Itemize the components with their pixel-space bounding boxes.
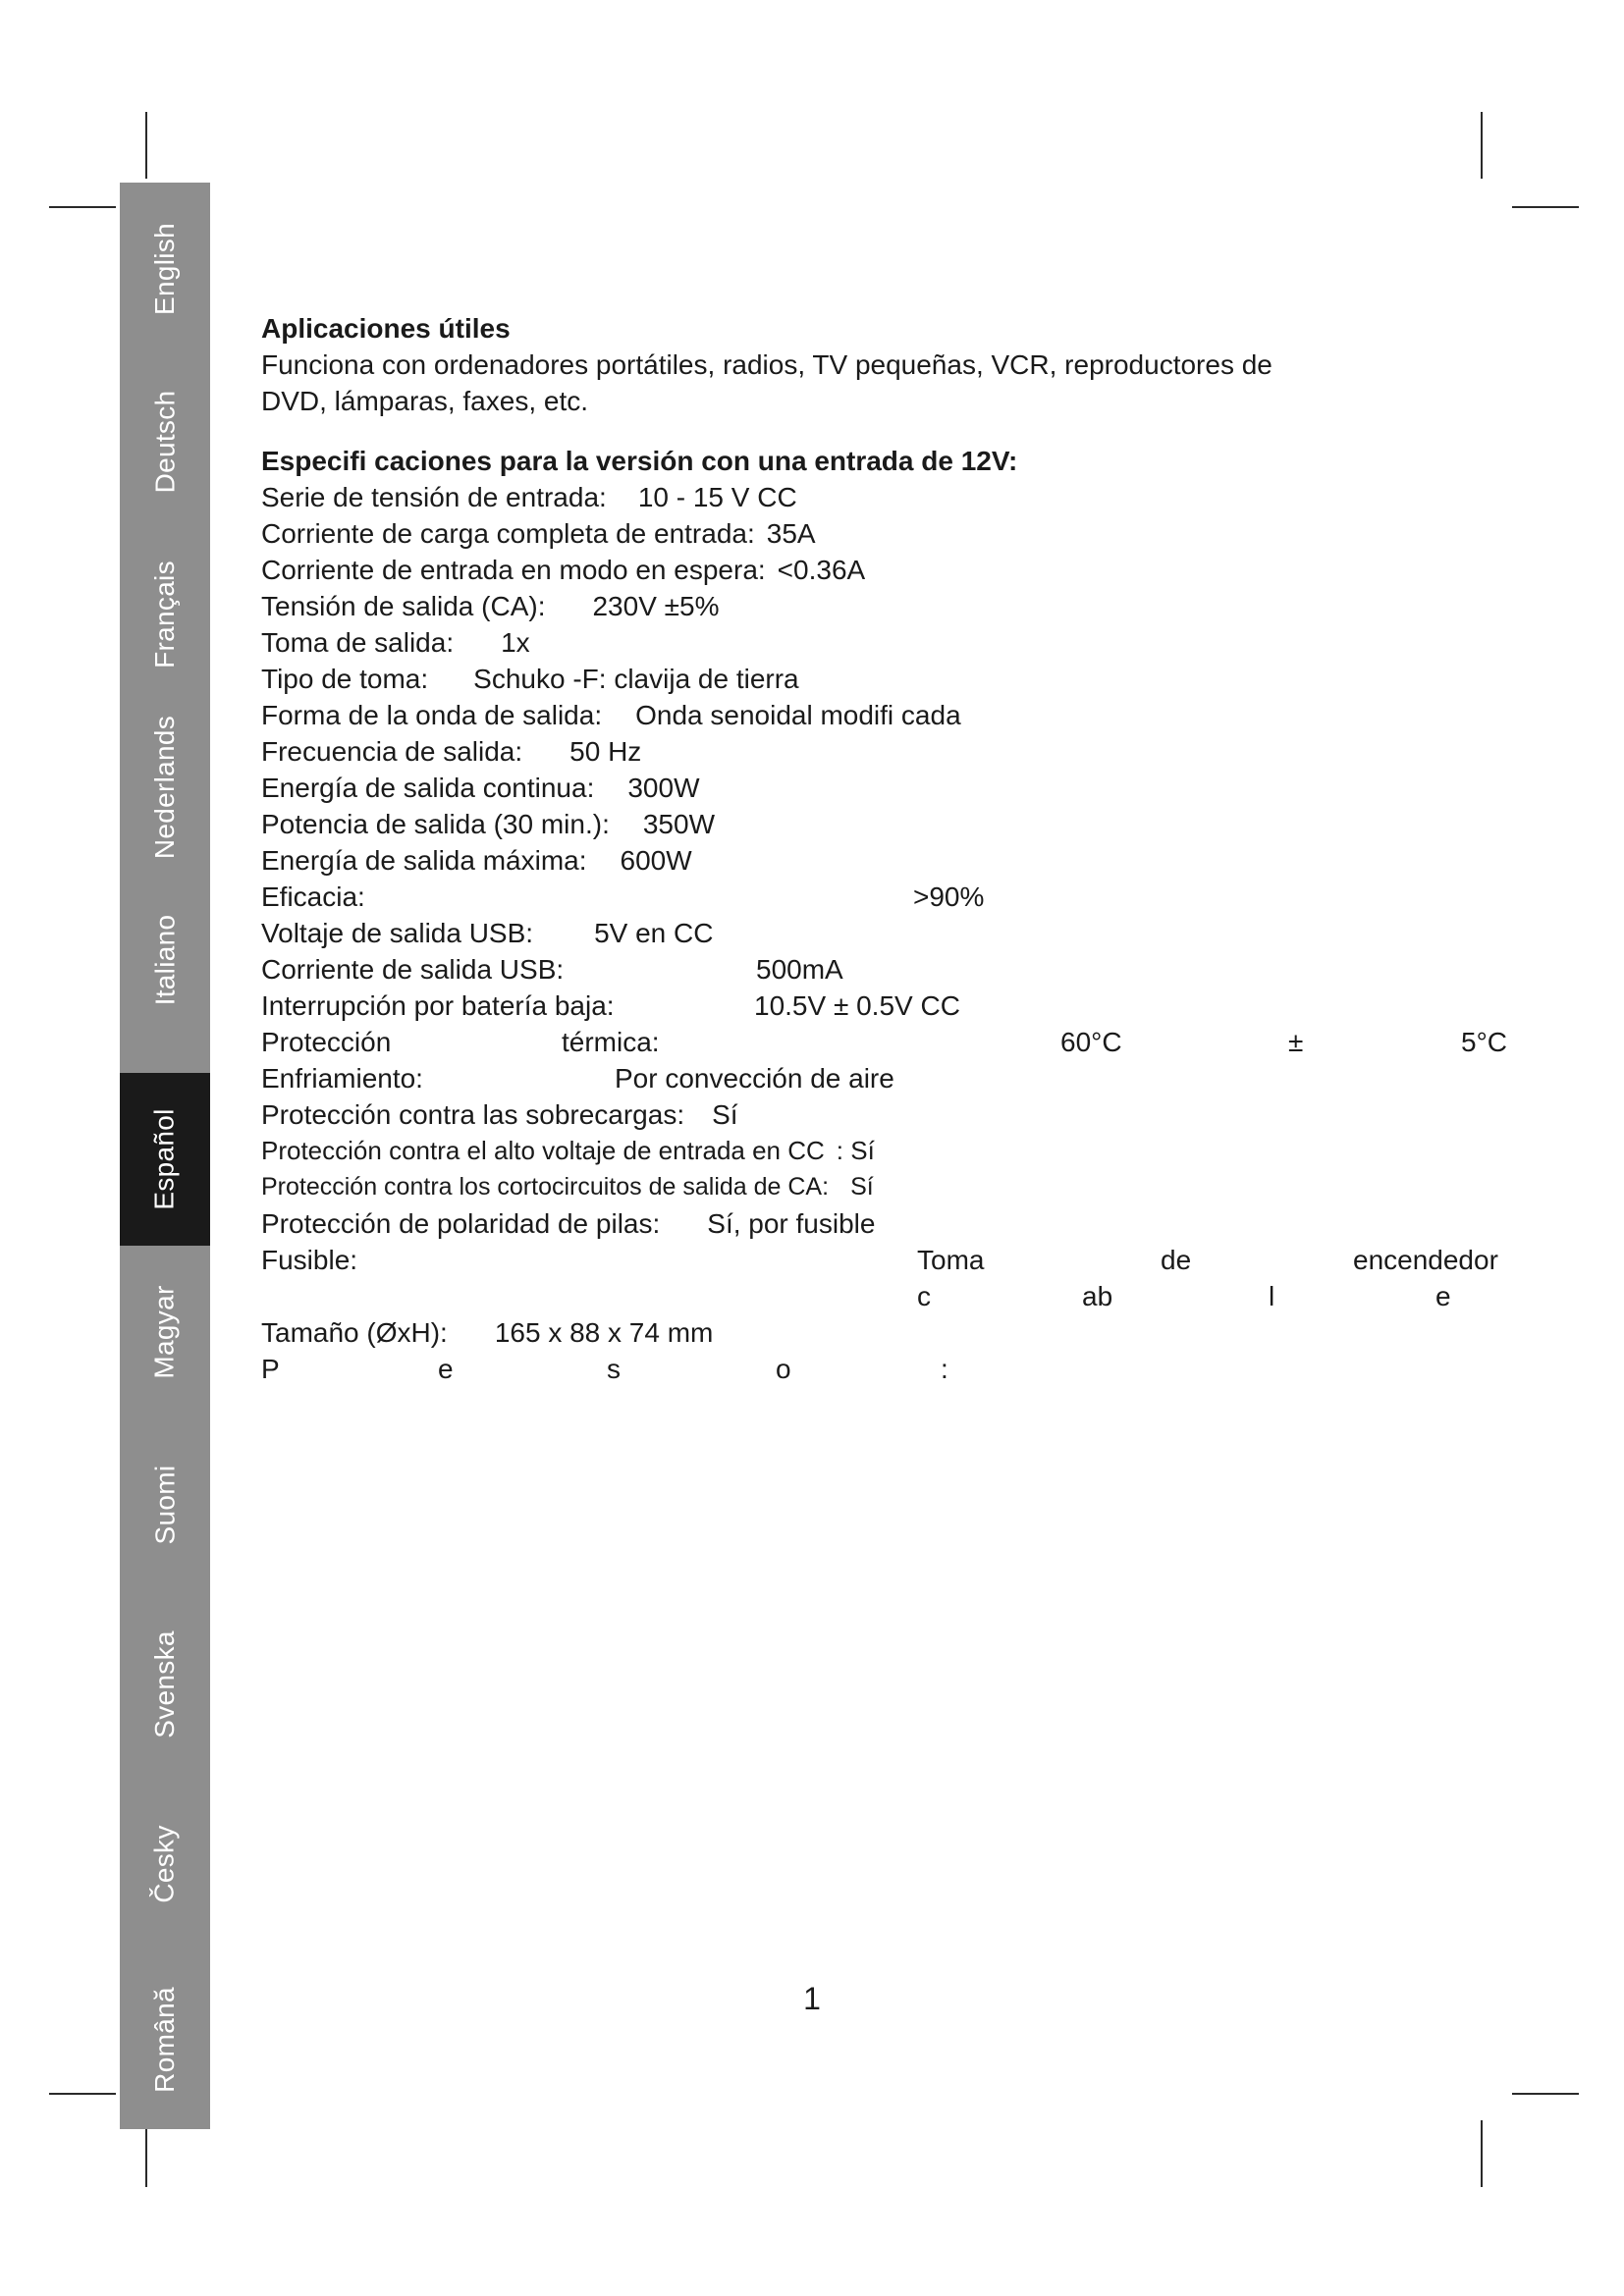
spec-row: Protección contra las sobrecargas: Sí	[261, 1099, 738, 1130]
tab-nederlands[interactable]: Nederlands	[149, 715, 181, 860]
tab-svenska[interactable]: Svenska	[149, 1630, 180, 1738]
crop-mark	[1512, 2093, 1579, 2095]
spec-row: Tipo de toma: Schuko -F: clavija de tierra	[261, 664, 799, 694]
spec-row: Frecuencia de salida: 50 Hz	[261, 736, 642, 767]
spec-row: Interrupción por batería baja: 10.5V ± 0.5V CC	[261, 990, 960, 1021]
crop-mark	[1481, 112, 1483, 179]
spec-row: Forma de la onda de salida: Onda senoidal modifi cada	[261, 700, 961, 730]
spec-row: Voltaje de salida USB: 5V en CC	[261, 918, 714, 948]
spec-row: Energía de salida continua: 300W	[261, 773, 700, 803]
spec-row: Toma de salida: 1x	[261, 627, 530, 658]
spec-row: Tamaño (ØxH): 165 x 88 x 74 mm	[261, 1317, 714, 1348]
spec-row: Serie de tensión de entrada: 10 - 15 V CC	[261, 482, 797, 512]
spec-row: Tensión de salida (CA): 230V ±5%	[261, 591, 720, 621]
tab-deutsch[interactable]: Deutsch	[149, 390, 181, 494]
spec-row-thermal: Protección térmica: 60°C ± 5°C	[261, 1027, 1507, 1057]
tab-cesky[interactable]: Česky	[148, 1825, 180, 1903]
crop-mark	[1481, 2120, 1483, 2187]
tab-espanol[interactable]: Español	[120, 1073, 210, 1246]
page-content	[261, 310, 1538, 1387]
language-tab-strip	[120, 183, 210, 2129]
spec-row: Corriente de salida USB: 500mA	[261, 954, 843, 985]
spec-row: Eficacia: >90%	[261, 881, 985, 912]
section-heading: Especifi caciones para la versión con una entrada de 12V:	[261, 446, 1018, 476]
spec-row: Corriente de carga completa de entrada: 35A	[261, 518, 816, 549]
tab-italiano[interactable]: Italiano	[149, 914, 181, 1006]
crop-mark	[49, 206, 116, 208]
spec-row: Energía de salida máxima: 600W	[261, 845, 692, 876]
paragraph-line: DVD, lámparas, faxes, etc.	[261, 386, 589, 416]
crop-mark	[145, 112, 147, 179]
spec-row: Protección de polaridad de pilas: Sí, por fusible	[261, 1208, 876, 1239]
paragraph-line: Funciona con ordenadores portátiles, radios, TV pequeñas, VCR, reproductores de	[261, 349, 1272, 380]
crop-mark	[1512, 206, 1579, 208]
crop-mark	[145, 2120, 147, 2187]
crop-mark	[49, 2093, 116, 2095]
tab-francais[interactable]: Français	[149, 561, 181, 668]
spec-row: Protección contra los cortocircuitos de salida de CA: Sí	[261, 1173, 874, 1201]
spec-row: Potencia de salida (30 min.): 350W	[261, 809, 716, 839]
spec-row: Enfriamiento: Por convección de aire	[261, 1063, 894, 1094]
spec-row-fuse-cont: c ab l e	[917, 1281, 1451, 1311]
tab-magyar[interactable]: Magyar	[149, 1285, 181, 1379]
spec-row-fuse: Fusible: Toma de encendedor	[261, 1245, 1498, 1275]
spec-row-weight: P e s o :	[261, 1354, 948, 1384]
tab-romana[interactable]: Română	[149, 1987, 181, 2093]
section-heading: Aplicaciones útiles	[261, 313, 511, 344]
page-number: 1	[803, 1981, 821, 2016]
spec-row: Corriente de entrada en modo en espera: <0.36A	[261, 555, 866, 585]
tab-english[interactable]: English	[149, 223, 180, 315]
tab-suomi[interactable]: Suomi	[149, 1465, 180, 1545]
spec-row: Protección contra el alto voltaje de entrada en CC : Sí	[261, 1136, 875, 1165]
